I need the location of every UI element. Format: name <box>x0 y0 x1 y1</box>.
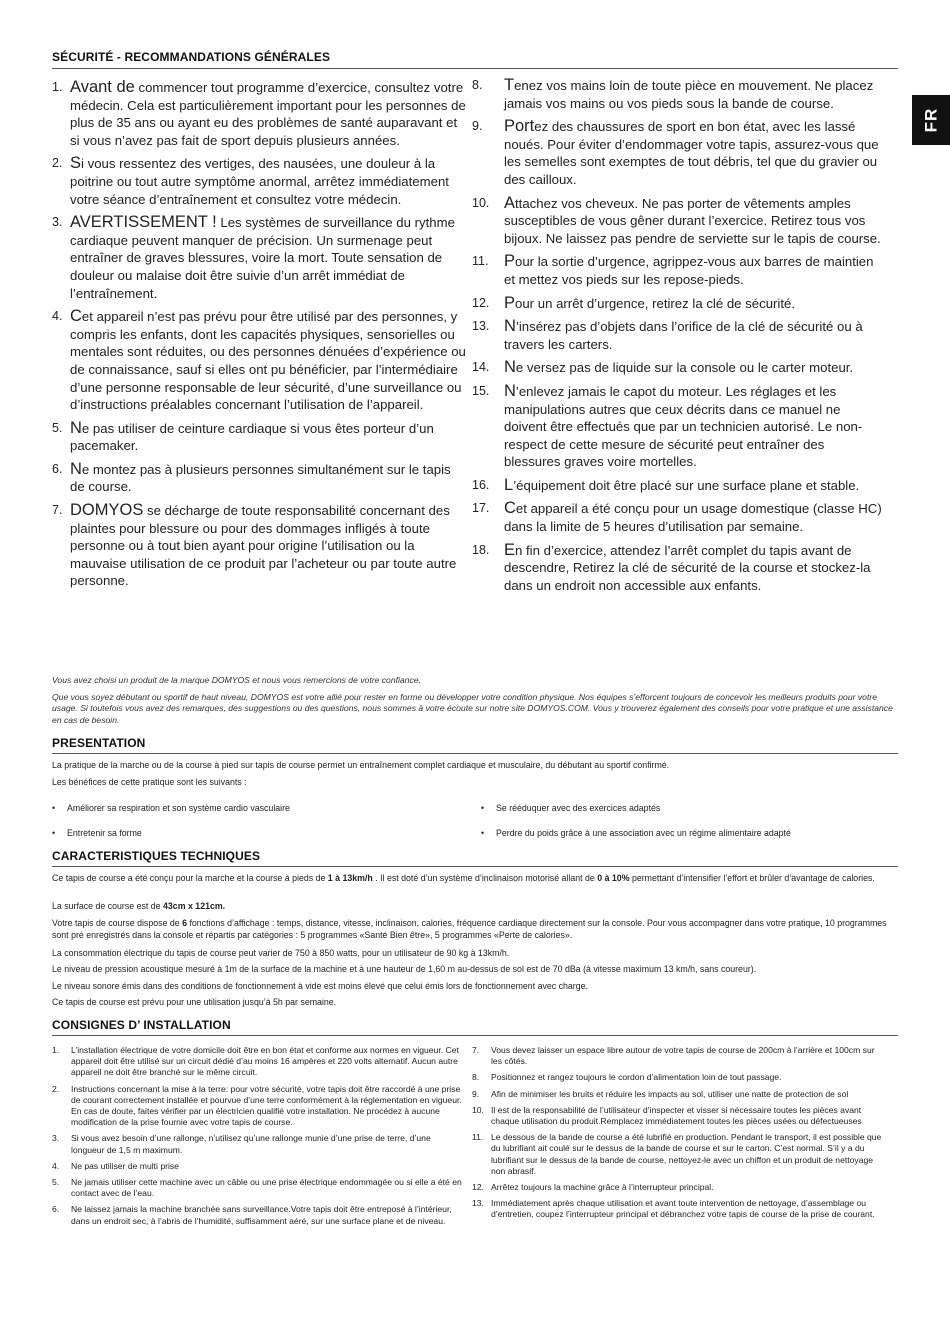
safety-item <box>472 359 883 377</box>
item-number: 8. <box>472 78 483 92</box>
safety-item <box>52 79 466 149</box>
installation-item <box>472 1182 886 1193</box>
item-text: Immédiatement après chaque utilisation et avant toute intervention de nettoyage, d’assemblage ou d’entretien, coupez l’interrupteur principal et débranchez votre tapis de course de la prise de courant. <box>491 1198 875 1220</box>
item-number: 6. <box>52 1204 60 1215</box>
item-body: commencer tout programme d’exercice, consultez votre médecin. Cela est particulièrement important pour les personnes de plus de 35 ans ou ayant eu des problèmes de santé auparavant et si vous n’avez pas fait de sport depuis plusieurs années. <box>70 80 466 148</box>
presentation-title: PRESENTATION <box>52 736 146 750</box>
securite-title: SÉCURITÉ - RECOMMANDATIONS GÉNÉRALES <box>52 50 331 64</box>
item-number: 11. <box>472 1132 484 1143</box>
item-number: 11. <box>472 254 489 269</box>
safety-item <box>472 253 883 288</box>
item-text <box>70 308 466 414</box>
benefit-item: • Améliorer sa respiration et son système cardio vasculaire <box>52 803 290 813</box>
item-body: n fin d’exercice, attendez l’arrêt complet du tapis avant de descendre, Retirez la clé de sécurité de la course et stockez-la dans un endroit non accessible aux enfants. <box>504 542 871 593</box>
installation-item <box>472 1072 886 1083</box>
tech-noise-load: Le niveau sonore émis dans des conditions de fonctionnement à vide est moins élevé que celui émis lors de fonctionnement avec charge. <box>52 981 588 991</box>
item-text <box>70 79 466 149</box>
tech-speed-incline: Ce tapis de course a été conçu pour la marche et la course à pieds de 1 à 13km/h . Il est doté d’un système d’inclinaison motorisé allant de 0 à 10% permettant d’intensifier l’effort et brûler d’avantage de calories. <box>52 873 875 883</box>
installation-item <box>472 1105 886 1127</box>
item-text: Si vous avez besoin d’une rallonge, n’utilisez qu’une rallonge munie d’une prise de terre, d’une longueur de 1,5 m maximum. <box>71 1133 431 1155</box>
item-text: Ne jamais utiliser cette machine avec un câble ou une prise électrique endommagée ou si elle a été en contact avec de l’eau. <box>71 1177 462 1199</box>
item-body: se décharge de toute responsabilité concernant des plaintes pour blessure ou pour des dommages infligés à toute personne ou à tout bien ayant pour origine l’utilisation ou la mauvaise utilisation de ce produit par l’acheteur ou par toute autre personne. <box>70 503 457 589</box>
item-lead: N <box>504 381 516 400</box>
section-divider <box>52 753 898 754</box>
item-text: Vous devez laisser un espace libre autour de votre tapis de course de 200cm à l’arrière et 100cm sur les côtés. <box>491 1045 875 1067</box>
securite-left-column <box>52 79 466 596</box>
item-text: Ne pas utiliser de multi prise <box>71 1160 179 1171</box>
securite-right-column <box>472 77 883 600</box>
installation-item <box>472 1045 886 1067</box>
tech-surface: La surface de course est de 43cm x 121cm. <box>52 901 226 911</box>
item-lead: AVERTISSEMENT ! <box>70 213 217 232</box>
language-tab <box>912 95 950 145</box>
item-text <box>70 214 466 302</box>
item-body: et appareil n’est pas prévu pour être utilisé par des personnes, y compris les enfants, dont les capacités physiques, sensorielles ou mentales sont réduites, ou des personnes dénuées d’expérience ou de connaissance, sauf si elles ont pu bénéficier, par l’intermédiaire d’une personne responsable de leur sécurité, d’une surveillance ou d’instructions préalables concernant l’utilisation de l’appareil. <box>70 309 466 413</box>
installation-item <box>52 1161 464 1172</box>
item-number: 4. <box>52 309 63 324</box>
item-text <box>70 155 466 208</box>
item-text: Arrêtez toujours la machine grâce à l’interrupteur principal. <box>491 1182 714 1193</box>
safety-item <box>52 461 466 496</box>
item-number: 4. <box>52 1160 60 1171</box>
item-lead: P <box>504 252 516 271</box>
item-body: ’insérez pas d’objets dans l’orifice de la clé de sécurité ou à travers les carters. <box>504 319 863 352</box>
safety-item <box>52 420 466 455</box>
tech-noise: Le niveau de pression acoustique mesuré à 1m de la surface de la machine et à une hauteur de 1,60 m au-dessus de sol est de 70 dBa (à vitesse maximum 13 km/h, sans coureur). <box>52 964 757 974</box>
item-number: 10. <box>472 195 490 210</box>
installation-item <box>52 1045 464 1079</box>
safety-item <box>472 383 883 471</box>
item-number: 15. <box>472 383 490 398</box>
safety-item <box>52 502 466 590</box>
item-number: 12. <box>472 295 490 310</box>
installation-item <box>472 1198 886 1220</box>
item-number: 17. <box>472 501 490 516</box>
item-lead: A <box>504 193 516 212</box>
safety-item <box>472 295 883 313</box>
installation-item <box>52 1204 464 1226</box>
item-text <box>504 118 883 188</box>
item-lead: N <box>504 358 516 377</box>
safety-item <box>52 214 466 302</box>
item-text: Instructions concernant la mise à la terre: pour votre sécurité, votre tapis doit être raccordé à une prise de courant correctement installée et pourvue d’une terre conformément à la réglementation en vigueur. En cas de doute, faites vérifier par un électricien qualifié votre installation. Ne procédez à aucune modification de la prise fournie avec votre tapis de course. <box>71 1083 462 1128</box>
installation-title: CONSIGNES D’ INSTALLATION <box>52 1018 231 1032</box>
item-text <box>504 542 883 595</box>
item-lead: N <box>70 418 82 437</box>
installation-item <box>52 1133 464 1155</box>
item-lead: Port <box>504 117 535 136</box>
safety-item <box>472 542 883 595</box>
item-body: ’équipement doit être placé sur une surface plane et stable. <box>513 477 860 493</box>
item-text: Afin de minimiser les bruits et réduire les impacts au sol, utiliser une natte de protection de sol <box>491 1088 849 1099</box>
intro-thanks: Vous avez choisi un produit de la marque DOMYOS et nous vous remercions de votre confiance. <box>52 675 421 685</box>
benefit-item: • Se rééduquer avec des exercices adaptés <box>481 803 661 813</box>
item-body: Les systèmes de surveillance du rythme cardiaque peuvent manquer de précision. Un surmenage peut entraîner de graves blessures, voire la mort. Toute sensation de douleur ou malaise doit être suivie d’un arrêt immédiat de l’entraînement. <box>70 215 455 301</box>
item-number: 2. <box>52 156 63 171</box>
item-text <box>504 359 883 377</box>
item-body: our un arrêt d’urgence, retirez la clé de sécurité. <box>515 295 796 311</box>
item-lead: N <box>70 459 82 478</box>
item-lead: N <box>504 317 516 336</box>
item-body: e pas utiliser de ceinture cardiaque si vous êtes porteur d’un pacemaker. <box>70 420 434 454</box>
safety-item <box>472 195 883 248</box>
item-body: e montez pas à plusieurs personnes simultanément sur le tapis de course. <box>70 461 451 495</box>
item-text <box>504 318 883 353</box>
item-number: 16. <box>472 477 490 492</box>
item-body: i vous ressentez des vertiges, des nausées, une douleur à la poitrine ou tout autre symptôme anormal, arrêtez immédiatement votre séance d’entraînement et consultez votre médecin. <box>70 156 449 207</box>
safety-item <box>472 500 883 535</box>
item-number: 6. <box>52 461 63 476</box>
item-body: ez des chaussures de sport en bon état, avec les lassé noués. Pour éviter d’endommager votre tapis, assurez-vous que les semelles sont exemptes de tout débris, tel que du gravier ou des cailloux. <box>504 119 879 187</box>
safety-item <box>472 318 883 353</box>
item-number: 1. <box>52 80 63 94</box>
safety-item <box>52 308 466 414</box>
item-lead: S <box>70 154 82 173</box>
presentation-benefits-intro: Les bénéfices de cette pratique sont les suivants : <box>52 777 247 787</box>
item-number: 5. <box>52 1177 60 1188</box>
item-text <box>504 77 883 112</box>
item-number: 8. <box>472 1072 480 1083</box>
item-number: 14. <box>472 360 490 375</box>
tech-power: La consommation électrique du tapis de course peut varier de 750 à 850 watts, pour un utilisateur de 90 kg à 13km/h. <box>52 948 510 958</box>
item-lead: T <box>504 76 515 94</box>
item-text: Le dessous de la bande de course a été lubrifié en production. Pendant le transport, il est possible que du lubrifiant ait coulé sur le dessus de la bande de course et sur le carton. C’est normal. S’il y a du lubrifiant sur le dessus de la bande de course, nettoyez-le avec un chiffon et un produit de nettoyage non abrasif. <box>491 1132 882 1176</box>
item-text <box>504 195 883 248</box>
installation-item <box>472 1089 886 1100</box>
item-text <box>504 477 883 495</box>
item-lead: Avant de <box>70 78 135 96</box>
item-number: 5. <box>52 420 63 435</box>
item-number: 7. <box>472 1045 480 1055</box>
item-text <box>70 420 466 455</box>
item-body: et appareil a été conçu pour un usage domestique (classe HC) dans la limite de 5 heures d’utilisation par semaine. <box>504 501 882 535</box>
item-lead: E <box>504 540 516 559</box>
item-number: 1. <box>52 1045 60 1055</box>
installation-left-column <box>52 1045 464 1232</box>
item-number: 9. <box>472 1088 480 1099</box>
item-text <box>504 253 883 288</box>
item-body: ttachez vos cheveux. Ne pas porter de vêtements amples susceptibles de vous gêner durant l’exercice. Retirez tous vos bijoux. Ne laissez pas pendre de serviette sur le tapis de course. <box>504 195 881 246</box>
item-text <box>504 383 883 471</box>
presentation-paragraph: La pratique de la marche ou de la course à pied sur tapis de course permet un entraînement complet cardiaque et musculaire, du débutant au sportif confirmé. <box>52 760 670 770</box>
safety-item <box>52 155 466 208</box>
safety-item <box>472 77 883 112</box>
item-number: 12. <box>472 1182 484 1193</box>
item-lead: P <box>504 293 516 312</box>
tech-functions: Votre tapis de course dispose de 6 fonctions d’affichage : temps, distance, vitesse, inclinaison, calories, fréquence cardiaque directement sur la console. Pour vous accompagner dans votre pratique, 10 programmes sont pré enregistrés dans la console et répartis par catégories : 5 programmes «Santé Bien être», 5 programmes «Perte de calories». <box>52 918 887 940</box>
item-number: 7. <box>52 503 63 518</box>
item-text <box>504 500 883 535</box>
item-text: Positionnez et rangez toujours le cordon d’alimentation loin de tout passage. <box>491 1072 782 1083</box>
safety-item <box>472 118 883 188</box>
item-number: 10. <box>472 1104 484 1115</box>
installation-item <box>52 1084 464 1129</box>
item-number: 3. <box>52 1133 60 1144</box>
benefit-item: • Perdre du poids grâce à une association avec un régime alimentaire adapté <box>481 828 791 838</box>
item-lead: DOMYOS <box>70 501 144 520</box>
item-text: Il est de la responsabilité de l’utilisateur d’inspecter et visser si nécessaire toutes les pièces avant chaque utilisation du produit.Remplacez immédiatement toutes les pièces usées ou défectueuses <box>491 1104 862 1127</box>
item-text: L’installation électrique de votre domicile doit être en bon état et conforme aux normes en vigueur. Cet appareil doit être utilisé sur un circuit dédié d’au moins 16 ampères et 220 volts alternatif. Aucun autre appareil ne doit être branché sur le même circuit. <box>71 1045 459 1078</box>
section-divider <box>52 68 898 69</box>
item-lead: C <box>504 499 516 518</box>
safety-item <box>472 477 883 495</box>
intro-text: Que vous soyez débutant ou sportif de haut niveau, DOMYOS est votre allié pour rester en forme ou développer votre condition physique. Nos équipes s’efforcent toujours de concevoir les meilleurs produits pour votre usage. Si toutefois vous avez des remarques, des suggestions ou des questions, nous sommes à votre écoute sur notre site DOMYOS.COM. Vous y trouverez également des conseils pour votre pratique et une assistance en cas de besoin. <box>52 692 893 725</box>
item-body: e versez pas de liquide sur la console ou le carter moteur. <box>515 360 854 376</box>
section-divider <box>52 866 898 867</box>
installation-item <box>472 1132 886 1177</box>
item-number: 13. <box>472 319 490 334</box>
installation-item <box>52 1177 464 1199</box>
item-number: 2. <box>52 1083 60 1094</box>
item-number: 18. <box>472 542 490 557</box>
item-number: 13. <box>472 1198 484 1209</box>
item-number: 9. <box>472 119 483 134</box>
item-text <box>70 461 466 496</box>
item-body: ’enlevez jamais le capot du moteur. Les réglages et les manipulations autres que ceux décrits dans ce manuel ne doivent être effectués que par un technicien autorisé. Le non-respect de cette mesure de sécurité peut entraîner des blessures graves voire mortelles. <box>504 383 863 470</box>
installation-right-column <box>472 1045 886 1226</box>
item-text <box>504 295 883 313</box>
item-text <box>70 502 466 590</box>
item-body: our la sortie d’urgence, agrippez-vous aux barres de maintien et mettez vos pieds sur les repose-pieds. <box>504 254 874 287</box>
item-lead: L <box>504 475 514 494</box>
item-lead: C <box>70 307 82 326</box>
item-body: enez vos mains loin de toute pièce en mouvement. Ne placez jamais vos mains ou vos pieds sous la bande de course. <box>504 78 874 111</box>
tech-usage: Ce tapis de course est prévu pour une utilisation jusqu’à 5h par semaine. <box>52 997 337 1007</box>
section-divider <box>52 1035 898 1036</box>
caracteristiques-title: CARACTERISTIQUES TECHNIQUES <box>52 849 261 863</box>
item-number: 3. <box>52 215 63 230</box>
language-tab-label: FR <box>920 107 940 133</box>
item-text: Ne laissez jamais la machine branchée sans surveillance.Votre tapis doit être entreposé à l’intérieur, dans un endroit sec, à l’abris de l’humidité, suffisamment aéré, sur une surface plane et de niveau. <box>71 1204 452 1226</box>
benefit-item: • Entretenir sa forme <box>52 828 142 838</box>
